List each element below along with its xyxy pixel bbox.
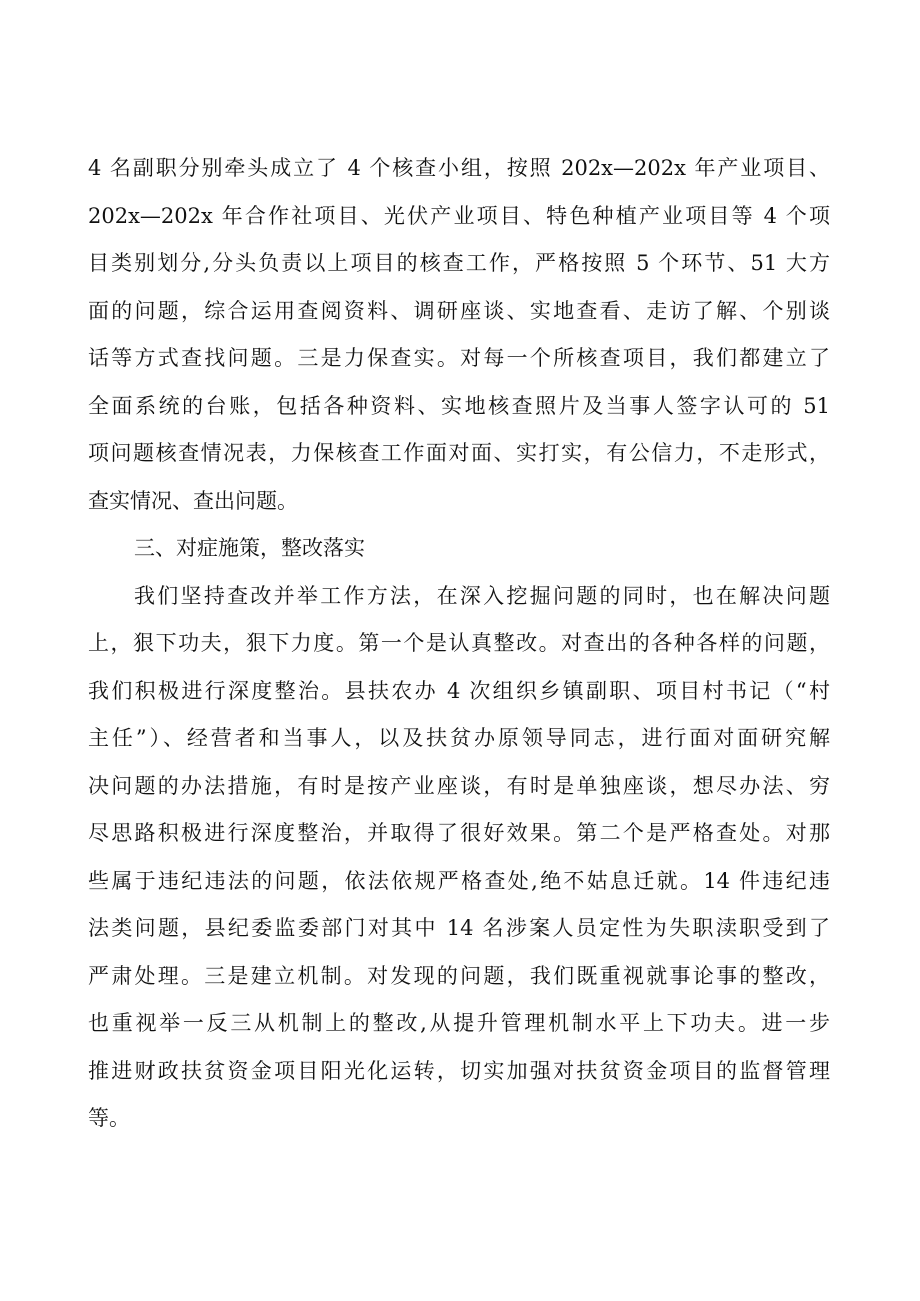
text-line: 目类别划分,分头负责以上项目的核查工作，严格按照 5 个环节、51 大方 [88,251,830,275]
text-line: 尽思路积极进行深度整治，并取得了很好效果。第二个是严格查处。对那 [88,821,830,845]
text-line: 推进财政扶贫资金项目阳光化运转，切实加强对扶贫资金项目的监督管理 [88,1058,830,1083]
text-line: 202x—202x 年合作社项目、光伏产业项目、特色种植产业项目等 4 个项 [88,203,830,228]
text-line: 些属于违纪违法的问题，依法依规严格查处,绝不姑息迁就。14 件违纪违 [88,868,830,893]
section-heading: 三、对症施策，整改落实 [134,536,365,560]
document-page [88,145,830,1143]
text-line: 我们坚持查改并举工作方法，在深入挖掘问题的同时，也在解决问题 [134,583,830,608]
text-line: 全面系统的台账，包括各种资料、实地核查照片及当事人签字认可的 51 [88,393,830,418]
text-line: 我们积极进行深度整治。县扶农办 4 次组织乡镇副职、项目村书记（“村 [88,678,830,703]
text-line: 查实情况、查出问题。 [88,488,298,513]
text-line: 严肃处理。三是建立机制。对发现的问题，我们既重视就事论事的整改， [88,963,830,988]
text-line: 主任”）、经营者和当事人，以及扶贫办原领导同志，进行面对面研究解 [88,726,830,750]
text-line: 等。 [88,1106,130,1130]
paragraph-2 [88,573,830,1143]
text-line: 面的问题，综合运用查阅资料、调研座谈、实地查看、走访了解、个别谈 [88,298,830,323]
text-line: 法类问题，县纪委监委部门对其中 14 名涉案人员定性为失职渎职受到了 [88,916,830,940]
text-line: 也重视举一反三从机制上的整改,从提升管理机制水平上下功夫。进一步 [88,1011,830,1035]
paragraph-1 [88,145,830,525]
text-line: 上，狠下功夫，狠下力度。第一个是认真整改。对查出的各种各样的问题， [88,631,830,655]
text-line: 决问题的办法措施，有时是按产业座谈，有时是单独座谈，想尽办法、穷 [88,773,830,798]
text-line: 话等方式查找问题。三是力保查实。对每一个所核查项目，我们都建立了 [88,346,830,370]
text-line: 4 名副职分别牵头成立了 4 个核查小组，按照 202x—202x 年产业项目、 [88,156,830,180]
text-line: 项问题核查情况表，力保核查工作面对面、实打实，有公信力，不走形式， [88,441,830,465]
